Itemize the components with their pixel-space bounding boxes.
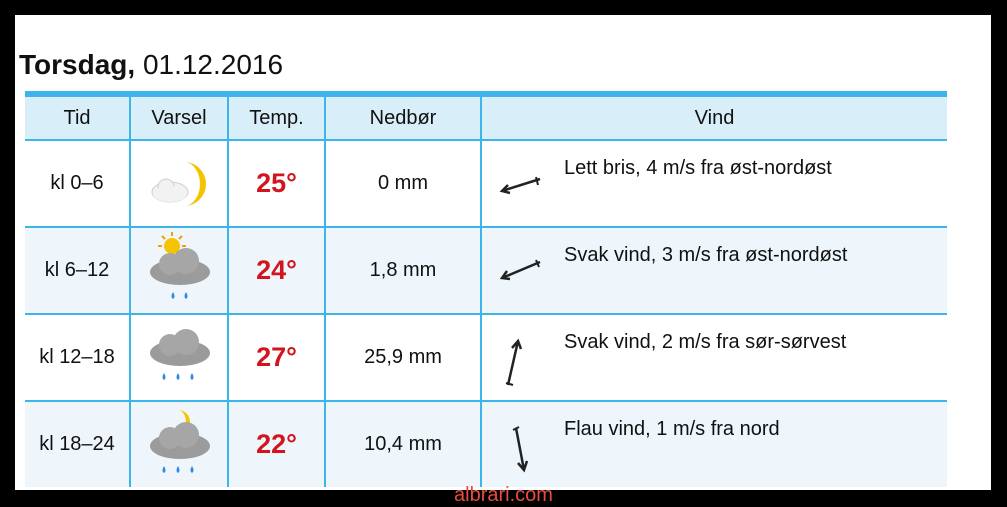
- time-cell: kl 18–24: [25, 401, 130, 487]
- wind-arrow-icon: [496, 250, 546, 300]
- table-row: [25, 140, 947, 227]
- forecast-table: [25, 97, 947, 487]
- column-header-varsel: Varsel: [130, 97, 228, 140]
- time-cell: kl 12–18: [25, 314, 130, 401]
- wind-cell: [481, 227, 947, 314]
- wind-cell: [481, 140, 947, 227]
- forecast-icon-cell: [130, 227, 228, 314]
- moon-cloud-rain-icon: [144, 408, 214, 482]
- table-header-row: [25, 97, 947, 140]
- wind-description: Flau vind, 1 m/s fra nord: [564, 418, 780, 440]
- wind-description: Svak vind, 2 m/s fra sør-sørvest: [564, 331, 847, 353]
- precipitation-cell: 0 mm: [325, 140, 481, 227]
- time-cell: kl 6–12: [25, 227, 130, 314]
- forecast-panel: [15, 15, 991, 490]
- wind-description: Lett bris, 4 m/s fra øst-nordøst: [564, 157, 832, 179]
- day-label: Torsdag,: [19, 49, 136, 80]
- temperature-cell: 27°: [228, 314, 325, 401]
- sun-cloud-rain-icon: [144, 232, 214, 310]
- time-cell: kl 0–6: [25, 140, 130, 227]
- table-row: [25, 401, 947, 487]
- column-header-temp: Temp.: [228, 97, 325, 140]
- date-label: 01.12.2016: [142, 49, 284, 80]
- forecast-icon-cell: [130, 314, 228, 401]
- watermark: albrari.com: [454, 484, 553, 506]
- temperature-cell: 24°: [228, 227, 325, 314]
- temperature-cell: 25°: [228, 140, 325, 227]
- wind-cell: [481, 314, 947, 401]
- wind-arrow-icon: [496, 424, 546, 474]
- wind-arrow-icon: [496, 337, 546, 387]
- column-header-tid: Tid: [25, 97, 130, 140]
- temperature-cell: 22°: [228, 401, 325, 487]
- table-row: [25, 314, 947, 401]
- forecast-icon-cell: [130, 140, 228, 227]
- page-title: [19, 49, 283, 81]
- moon-cloud-icon: [144, 154, 214, 214]
- wind-cell: [481, 401, 947, 487]
- column-header-vind: Vind: [481, 97, 947, 140]
- precipitation-cell: 10,4 mm: [325, 401, 481, 487]
- cloud-rain-icon: [144, 323, 214, 393]
- precipitation-cell: 1,8 mm: [325, 227, 481, 314]
- column-header-nedbor: Nedbør: [325, 97, 481, 140]
- forecast-icon-cell: [130, 401, 228, 487]
- table-row: [25, 227, 947, 314]
- wind-description: Svak vind, 3 m/s fra øst-nordøst: [564, 244, 848, 266]
- wind-arrow-icon: [496, 163, 546, 213]
- precipitation-cell: 25,9 mm: [325, 314, 481, 401]
